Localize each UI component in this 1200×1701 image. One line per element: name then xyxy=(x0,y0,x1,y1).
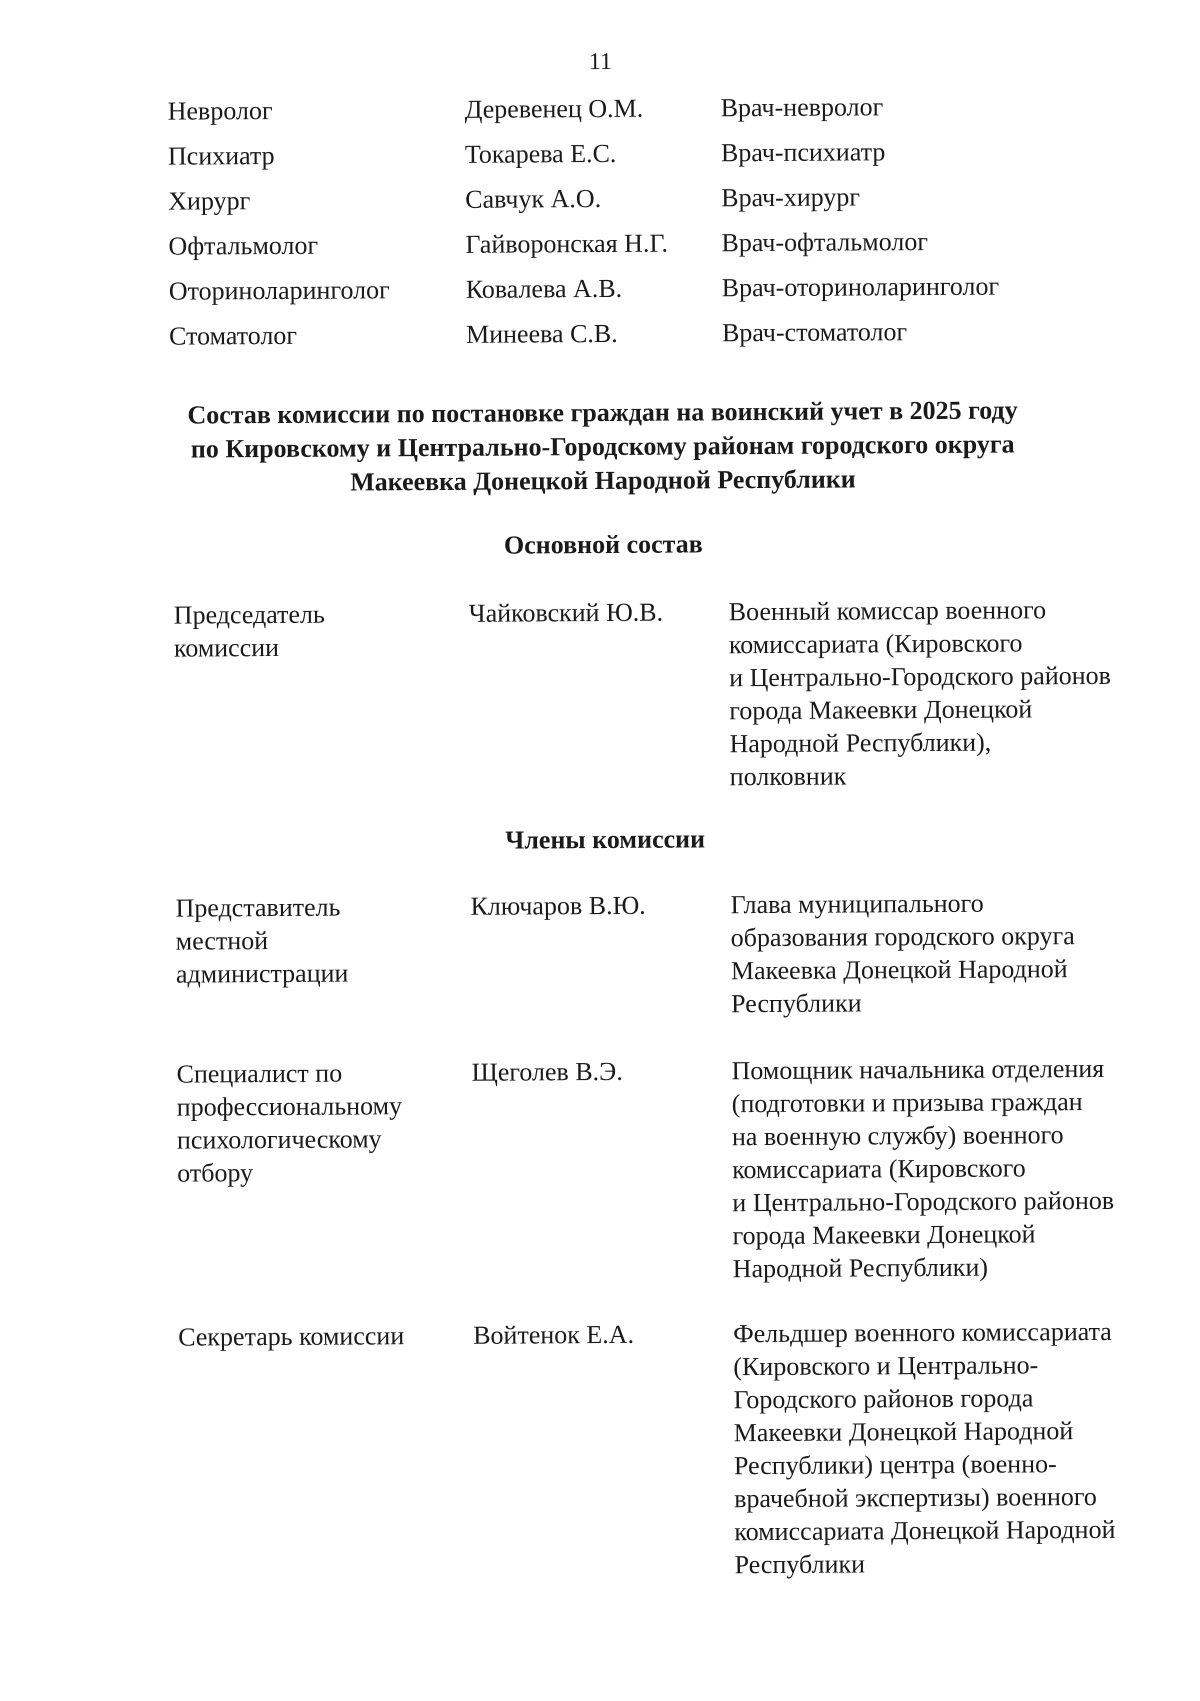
table-row xyxy=(169,269,1069,319)
position-line: Народной Республики) xyxy=(732,1252,989,1284)
commission-heading xyxy=(2,392,1200,501)
position-line: Военный комиссар военного xyxy=(728,595,1047,627)
heading-line: Состав комиссии по постановке граждан на воинский учет в 2025 году xyxy=(187,395,1018,430)
entry-position xyxy=(733,1315,1175,1582)
doctor-name: Токарева Е.С. xyxy=(464,138,617,169)
doctor-position: Врач-оториноларинголог xyxy=(721,271,1000,303)
role-line: местной xyxy=(175,926,269,956)
member-entry xyxy=(175,886,1165,1019)
entry-role xyxy=(174,597,454,665)
position-line: Городского районов города xyxy=(733,1383,1034,1415)
entry-position xyxy=(730,886,1171,1021)
main-section-title: Основной состав xyxy=(503,529,703,560)
position-line: на военную службу) военного xyxy=(731,1120,1064,1152)
position-line: Фельдшер военного комиссариата xyxy=(733,1316,1112,1349)
doctor-role: Стоматолог xyxy=(168,320,298,351)
position-line: Республики) центра (военно- xyxy=(733,1449,1057,1481)
doctor-name: Деревенец О.М. xyxy=(464,93,644,124)
position-line: города Макеевки Донецкой xyxy=(732,1219,1036,1251)
role-line: комиссии xyxy=(173,632,280,663)
role-line: Специалист по xyxy=(176,1058,343,1089)
table-row xyxy=(168,179,1068,229)
table-row xyxy=(169,314,1069,364)
position-line: (подготовки и призыва граждан xyxy=(731,1087,1083,1119)
chair-entry xyxy=(173,593,1164,792)
role-line: Представитель xyxy=(175,892,341,923)
doctor-name: Гайворонская Н.Г. xyxy=(465,228,669,259)
position-line: врачебной экспертизы) военного xyxy=(734,1481,1097,1514)
doctor-role: Невролог xyxy=(167,96,273,126)
doctor-position: Врач-офтальмолог xyxy=(721,227,929,258)
page-number: 11 xyxy=(588,48,613,76)
member-entry xyxy=(178,1315,1168,1580)
entry-name: Щеголев В.Э. xyxy=(471,1056,623,1087)
role-line: отбору xyxy=(177,1158,254,1188)
position-line: и Центрально-Городского районов xyxy=(732,1185,1115,1218)
doctor-role: Оториноларинголог xyxy=(168,275,390,306)
doctor-name: Ковалева А.В. xyxy=(465,273,623,304)
position-line: образования городского округа xyxy=(730,921,1075,953)
position-line: Народной Республики), xyxy=(729,727,992,759)
position-line: (Кировского и Центрально- xyxy=(733,1350,1039,1382)
position-line: Республики xyxy=(734,1549,866,1580)
heading-line: по Кировскому и Центрально-Городскому районам городского округа xyxy=(190,429,1015,464)
position-line: комиссариата (Кировского xyxy=(728,628,1023,660)
doctor-name: Савчук А.О. xyxy=(465,183,602,214)
entry-role xyxy=(178,1319,458,1354)
doctors-table xyxy=(168,89,1070,364)
table-row xyxy=(168,134,1068,184)
doctor-position: Врач-невролог xyxy=(720,92,884,123)
role-line: психологическому xyxy=(176,1124,382,1155)
members-section-title: Члены комиссии xyxy=(505,824,706,855)
entry-name: Войтенок Е.А. xyxy=(473,1319,635,1350)
doctor-role: Офтальмолог xyxy=(168,230,319,261)
position-line: Глава муниципального xyxy=(730,888,984,920)
entry-role xyxy=(175,890,456,991)
entry-position xyxy=(729,593,1170,794)
doctor-role: Психиатр xyxy=(167,140,275,171)
doctor-name: Минеева С.В. xyxy=(465,318,618,349)
position-line: Макеевка Донецкой Народной xyxy=(730,954,1068,986)
entry-role xyxy=(176,1056,457,1190)
doctor-position: Врач-хирург xyxy=(721,182,861,213)
position-line: полковник xyxy=(729,761,847,792)
position-line: города Макеевки Донецкой xyxy=(729,694,1033,726)
position-line: Помощник начальника отделения xyxy=(731,1053,1105,1086)
position-line: Республики xyxy=(731,988,862,1019)
table-row xyxy=(168,224,1068,274)
entry-position xyxy=(731,1052,1172,1286)
role-line: администрации xyxy=(175,958,349,989)
role-line: профессиональному xyxy=(176,1091,403,1122)
position-line: комиссариата Донецкой Народной xyxy=(734,1514,1116,1547)
position-line: Макеевки Донецкой Народной xyxy=(733,1416,1074,1448)
position-line: и Центрально-Городского районов xyxy=(729,660,1111,693)
role-line: Председатель xyxy=(173,599,325,630)
member-entry xyxy=(176,1052,1166,1284)
doctor-position: Врач-стоматолог xyxy=(721,317,908,348)
entry-name: Ключаров В.Ю. xyxy=(470,890,646,921)
doctor-position: Врач-психиатр xyxy=(720,137,886,168)
position-line: комиссариата (Кировского xyxy=(732,1153,1026,1185)
table-row xyxy=(168,89,1068,139)
doctor-role: Хирург xyxy=(168,186,251,216)
role-line: Секретарь комиссии xyxy=(178,1321,405,1352)
heading-line: Макеевка Донецкой Народной Республики xyxy=(350,464,856,497)
entry-name: Чайковский Ю.В. xyxy=(468,597,664,628)
